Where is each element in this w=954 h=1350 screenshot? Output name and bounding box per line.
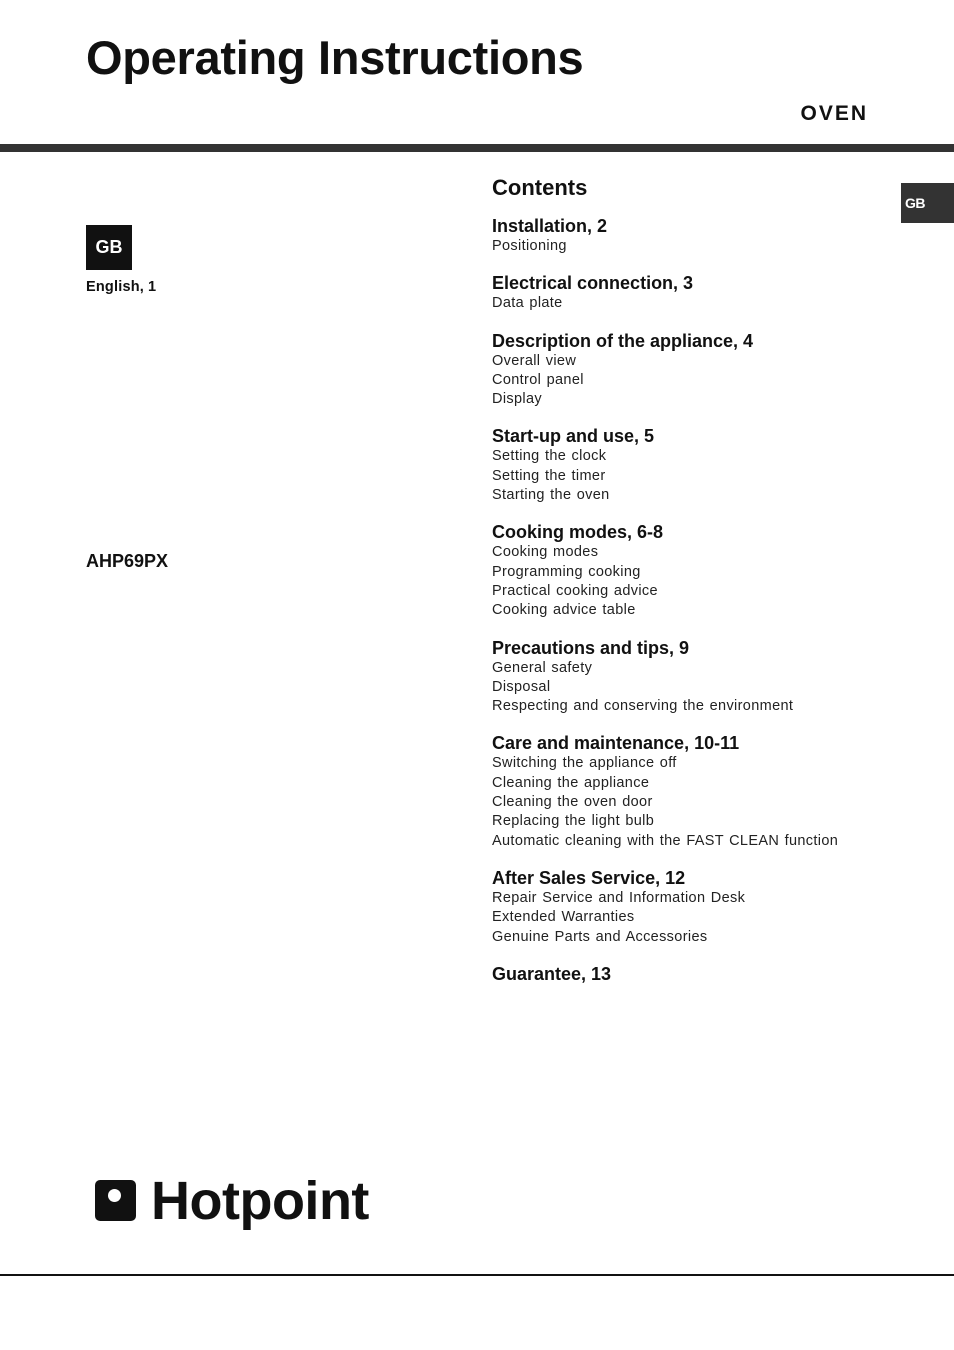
language-badge: GB: [86, 225, 132, 270]
section-title: Installation, 2: [492, 216, 608, 236]
contents-section: [492, 425, 892, 505]
contents-section: [492, 637, 892, 717]
section-item: Automatic cleaning with the FAST CLEAN function: [492, 832, 839, 849]
section-title: Guarantee, 13: [492, 963, 612, 984]
hotpoint-logo: [95, 1171, 375, 1232]
contents-section: [492, 215, 892, 256]
section-title: After Sales Service, 12: [492, 867, 686, 888]
section-item: Starting the oven: [492, 487, 610, 504]
model-number: AHP69PX: [86, 551, 169, 571]
contents-section: [492, 732, 892, 850]
section-item: General safety: [492, 659, 593, 676]
section-items: [492, 352, 892, 410]
contents-section: [492, 867, 892, 947]
section-items: [492, 889, 892, 947]
section-item: Setting the timer: [492, 467, 606, 484]
section-item: Cooking modes: [492, 544, 599, 561]
contents-section: [492, 330, 892, 410]
language-entry: [86, 279, 156, 295]
section-item: Data plate: [492, 295, 563, 312]
hotpoint-logo-mark-icon: [95, 1180, 136, 1221]
section-items: [492, 294, 892, 313]
section-item: Overall view: [492, 352, 577, 369]
section-item: Setting the clock: [492, 448, 607, 465]
section-item: Disposal: [492, 678, 551, 695]
header-divider: [0, 144, 954, 152]
section-item: Positioning: [492, 238, 567, 254]
contents-section: [492, 521, 892, 620]
section-items: [492, 543, 892, 620]
section-title: Cooking modes, 6-8: [492, 522, 664, 543]
logo-text: Hotpoint: [151, 1171, 369, 1231]
section-item: Replacing the light bulb: [492, 813, 655, 830]
section-items: [492, 447, 892, 505]
section-item: Cleaning the appliance: [492, 774, 650, 791]
table-of-contents: [492, 175, 892, 1001]
section-item: Extended Warranties: [492, 909, 635, 926]
section-item: Repair Service and Information Desk: [492, 889, 746, 906]
section-title: Start-up and use, 5: [492, 426, 655, 447]
section-title: Description of the appliance, 4: [492, 330, 754, 351]
contents-section: [492, 963, 892, 985]
section-item: Cooking advice table: [492, 602, 636, 619]
section-title: Care and maintenance, 10-11: [492, 733, 740, 754]
language-name: English,: [86, 279, 144, 295]
section-item: Control panel: [492, 371, 584, 388]
language-page: 1: [148, 279, 157, 295]
section-item: Switching the appliance off: [492, 755, 677, 772]
page-title: Operating Instructions: [86, 31, 584, 84]
contents-heading: Contents: [492, 175, 588, 200]
section-item: Respecting and conserving the environment: [492, 698, 794, 715]
section-items: [492, 659, 892, 717]
contents-sections: [492, 215, 892, 985]
section-item: Genuine Parts and Accessories: [492, 928, 708, 945]
section-title: Precautions and tips, 9: [492, 637, 690, 658]
language-tab: GB: [901, 183, 954, 223]
section-item: Display: [492, 391, 542, 408]
section-item: Practical cooking advice: [492, 582, 658, 599]
contents-section: [492, 272, 892, 313]
product-type: OVEN: [800, 102, 868, 125]
section-title: Electrical connection, 3: [492, 273, 694, 294]
section-items: [492, 237, 892, 256]
section-item: Cleaning the oven door: [492, 794, 653, 811]
section-item: Programming cooking: [492, 563, 641, 580]
section-items: [492, 754, 892, 850]
footer-divider: [0, 1274, 954, 1276]
